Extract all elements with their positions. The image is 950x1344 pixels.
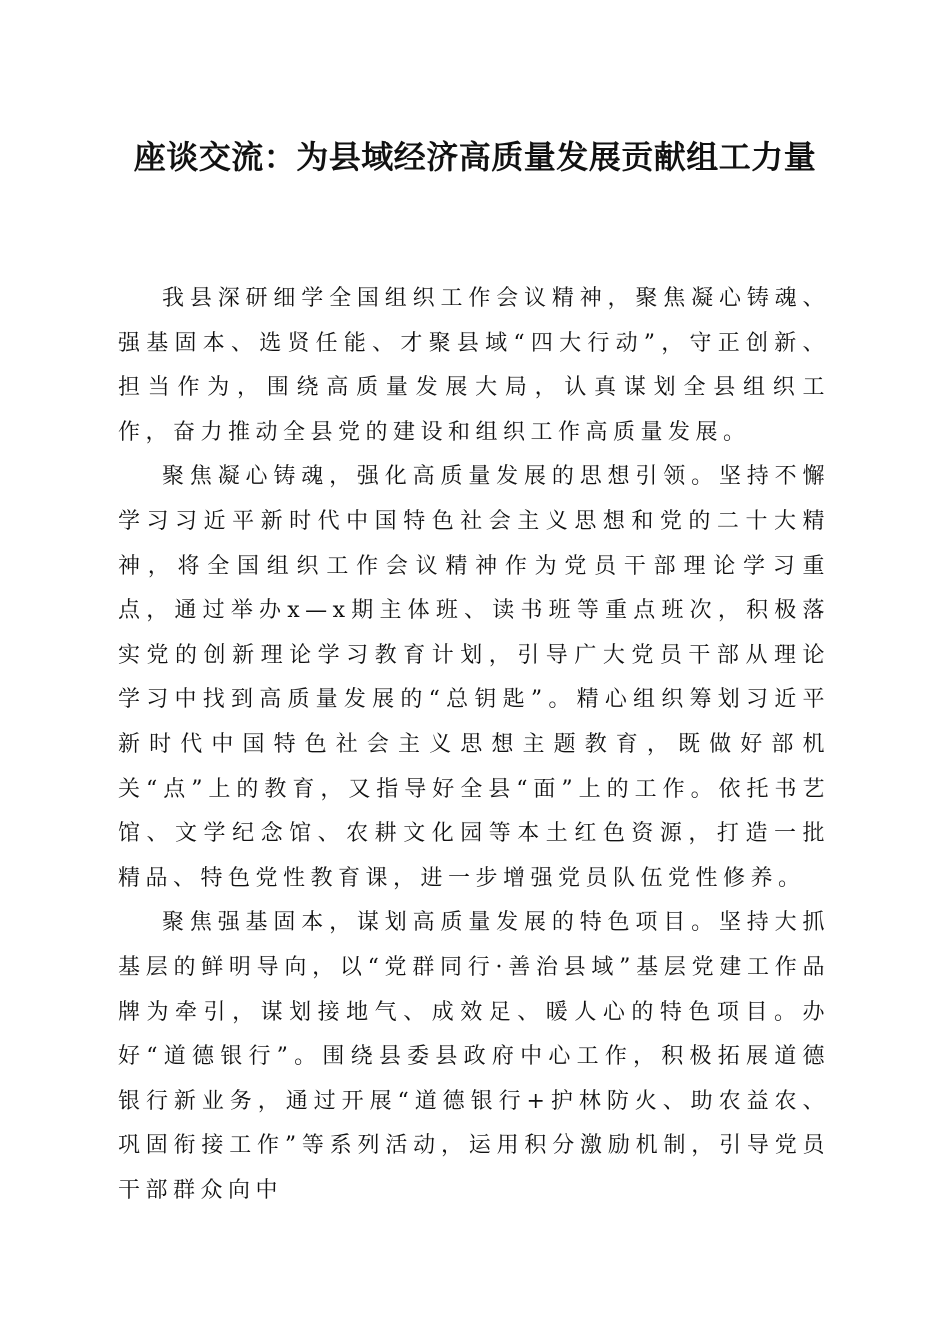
- paragraph-intro: 我县深研细学全国组织工作会议精神，聚焦凝心铸魂、强基固本、选贤任能、才聚县域“四大行动”，守正创新、担当作为，围绕高质量发展大局，认真谋划全县组织工作，奋力推动全县党的建设和组织工作高质量发展。: [118, 286, 830, 445]
- document-title: 座谈交流：为县域经济高质量发展贡献组工力量: [133, 138, 817, 176]
- paragraph-ideological-guidance: 聚焦凝心铸魂，强化高质量发展的思想引领。坚持不懈学习习近平新时代中国特色社会主义思想和党的二十大精神，将全国组织工作会议精神作为党员干部理论学习重点，通过举办x—x期主体班、读书班等重点班次，积极落实党的创新理论学习教育计划，引导广大党员干部从理论学习中找到高质量发展的“总钥匙”。精心组织筹划习近平新时代中国特色社会主义思想主题教育，既做好部机关“点”上的教育，又指导好全县“面”上的工作。依托书艺馆、文学纪念馆、农耕文化园等本土红色资源，打造一批精品、特色党性教育课，进一步增强党员队伍党性修养。: [118, 464, 830, 891]
- document-body: [118, 277, 830, 1213]
- paragraph-grassroots-projects: 聚焦强基固本，谋划高质量发展的特色项目。坚持大抓基层的鲜明导向，以“党群同行·善治县域”基层党建工作品牌为牵引，谋划接地气、成效足、暖人心的特色项目。办好“道德银行”。围绕县委县政府中心工作，积极拓展道德银行新业务，通过开展“道德银行+护林防火、助农益农、巩固衔接工作”等系列活动，运用积分激励机制，引导党员干部群众向中: [118, 910, 830, 1203]
